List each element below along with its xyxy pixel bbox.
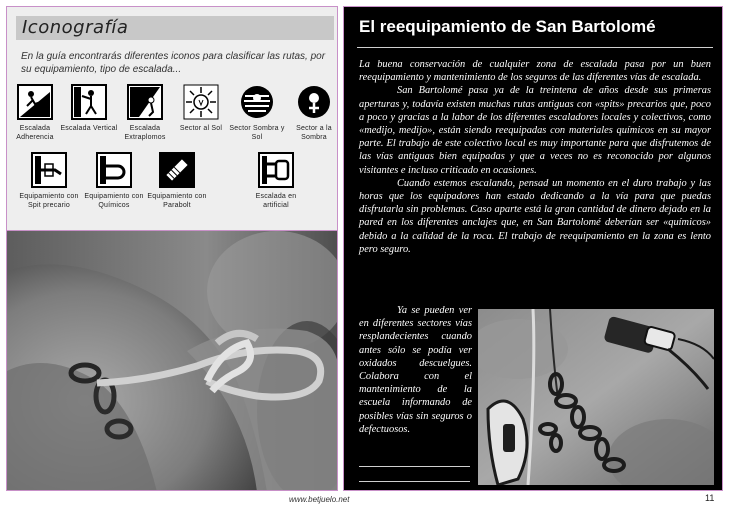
legend-item-sol xyxy=(171,84,231,133)
article-title: El reequipamiento de San Bartolomé xyxy=(359,17,656,36)
legend-item-sombra-sol xyxy=(227,84,287,142)
article-body xyxy=(359,58,711,256)
footer-url: www.betjuelo.net xyxy=(289,495,350,504)
bolt-rope-image xyxy=(7,231,338,491)
article-paragraph-3: Cuando estemos escalando, pensad un momento en el duro trabajo y las horas que los equipadores han estado dedicando a la vía para que puedas disfrutarla sin problemas. Caso aparte está la gran cantidad de dinero dejado en la pared en los diferentes anclajes que, en San Bartolomé deberían ser «químicos» debido a la calidad de la roca. El trabajo de reequipamiento en la zona es lento pero seguro. xyxy=(359,177,711,255)
iconografia-title-bar xyxy=(16,16,334,40)
aid-climbing-icon xyxy=(252,152,300,188)
article-side-paragraph: Ya se pueden ver en diferentes sectores vías resplandecientes cuando antes sólo se podía ver oxidados descuelgues. Colabora con el mantenimiento de la escuela informando de posibles vías sin seguros o defectuosos. xyxy=(359,305,472,435)
chemical-anchor-icon xyxy=(96,152,132,188)
legend-label: Equipamiento con Químicos xyxy=(84,193,144,209)
legend-label: Sector Sombra y Sol xyxy=(229,125,285,141)
iconografia-intro: En la guía encontrarás diferentes iconos para clasificar las rutas, por su equipamiento, tipo de escalada... xyxy=(21,51,326,75)
side-divider xyxy=(359,481,470,482)
half-shade-icon xyxy=(239,84,275,120)
legend-item-quimicos xyxy=(84,152,144,210)
bolt-rope-photo xyxy=(6,230,338,491)
legend-item-vertical xyxy=(59,84,119,133)
legend-item-artificial xyxy=(246,152,306,210)
climbing-gear-photo xyxy=(478,309,714,485)
climbing-gear-image xyxy=(478,309,714,485)
legend-item-extraplomos xyxy=(115,84,175,142)
shade-icon xyxy=(296,84,332,120)
sun-icon xyxy=(183,84,219,120)
legend-label: Escalada Adherencia xyxy=(16,125,54,141)
legend-label: Equipamiento con Spit precario xyxy=(19,193,79,209)
legend-item-sombra xyxy=(284,84,344,142)
article-panel xyxy=(343,6,723,491)
legend-item-spit-precario xyxy=(19,152,79,210)
legend-label: Escalada Vertical xyxy=(60,125,118,132)
iconografia-title: Iconografía xyxy=(22,17,129,38)
legend-label: Sector a la Sombra xyxy=(296,125,332,141)
precarious-spit-icon xyxy=(31,152,67,188)
legend-item-adherencia xyxy=(5,84,65,142)
legend-label: Escalada en artificial xyxy=(255,193,297,209)
vertical-climber-icon xyxy=(71,84,107,120)
article-paragraph-1: La buena conservación de cualquier zona de escalada pasa por un buen reequipamiento y mantenimiento de los seguros de las diferentes vías de escalada. xyxy=(359,59,711,84)
parabolt-icon xyxy=(159,152,195,188)
side-divider xyxy=(359,466,470,467)
legend-label: Escalada Extraplomos xyxy=(124,125,166,141)
legend-label: Equipamiento con Parabolt xyxy=(147,193,207,209)
page-number: 11 xyxy=(705,493,715,503)
iconografia-panel xyxy=(6,6,338,231)
article-paragraph-2: San Bartolomé pasa ya de la treintena de años desde sus primeras aperturas y, todavía existen muchas rutas antiguas con «spits» precarios que, poco a poco y gracias a la labor de los diferentes escaladores locales y colectivos, como «medijo, medijo», están siendo reequipadas con materiales químicos en su mayor parte. El trabajo de este colectivo local es muy importante para que disfrutemos de las vías antiguas bien equipadas y que a veces no es reconocido por algunos visitantes e incluso criticado en ocasiones. xyxy=(359,85,711,176)
legend-label: Sector al Sol xyxy=(179,125,223,132)
slab-climber-icon xyxy=(17,84,53,120)
legend-item-parabolt xyxy=(147,152,207,210)
title-divider xyxy=(357,47,713,48)
overhang-climber-icon xyxy=(127,84,163,120)
